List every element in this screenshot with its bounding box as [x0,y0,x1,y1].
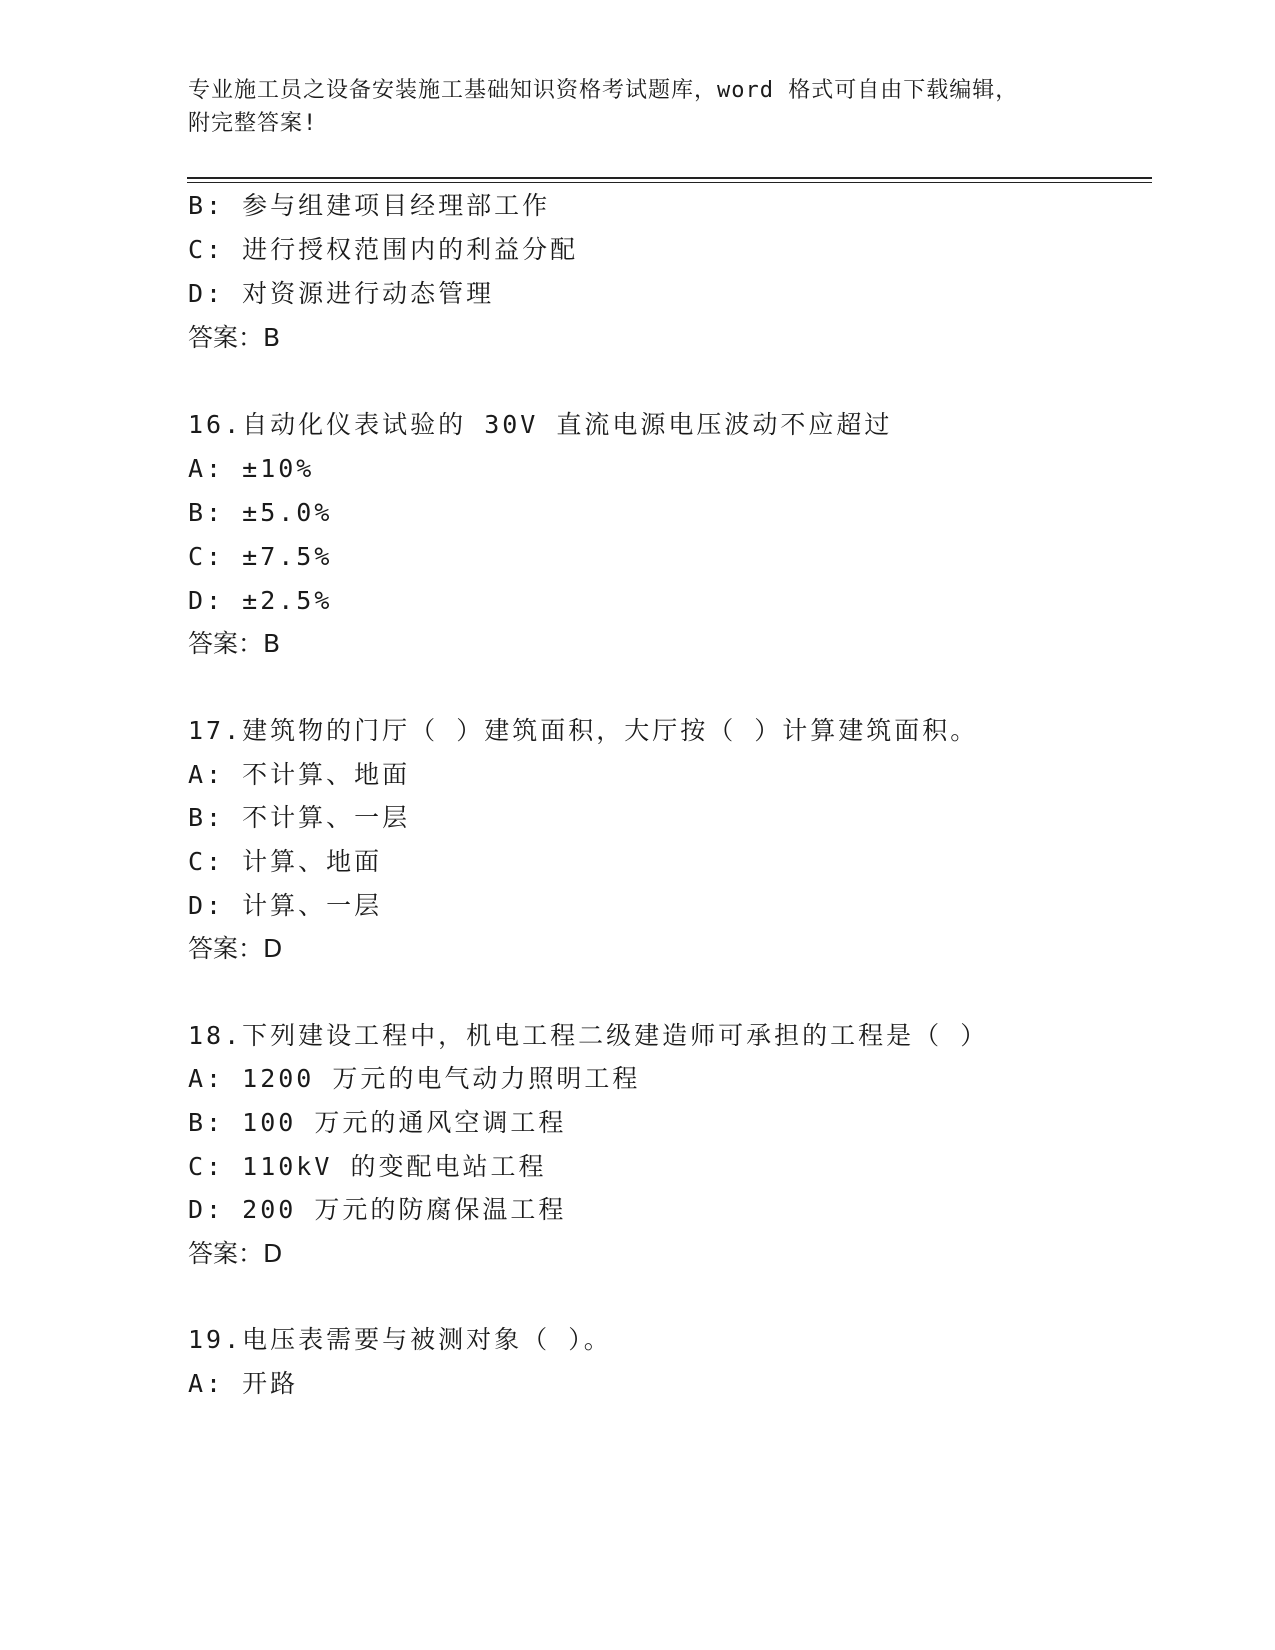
q18-option-a: A: 1200 万元的电气动力照明工程 [188,1064,641,1093]
document-header [188,74,1068,140]
header-divider-thin [187,182,1152,183]
q18-option-b: B: 100 万元的通风空调工程 [188,1108,567,1137]
q17-answer: 答案：D [188,934,283,963]
q16-option-d: D: ±2.5% [188,586,333,615]
q15-answer: 答案：B [188,323,281,352]
q18-question: 18.下列建设工程中，机电工程二级建造师可承担的工程是（ ） [188,1021,989,1050]
q16-question: 16.自动化仪表试验的 30V 直流电源电压波动不应超过 [188,410,893,439]
header-line-2: 附完整答案! [188,111,318,136]
q18-option-c: C: 110kV 的变配电站工程 [188,1152,547,1181]
q17-option-d: D: 计算、一层 [188,891,383,920]
q19-question: 19.电压表需要与被测对象（ ）。 [188,1325,612,1354]
q18-answer: 答案：D [188,1239,283,1268]
header-line-1: 专业施工员之设备安装施工基础知识资格考试题库，word 格式可自由下载编辑， [188,78,1019,103]
q17-question: 17.建筑物的门厅（ ）建筑面积，大厅按（ ）计算建筑面积。 [188,716,979,745]
q17-option-c: C: 计算、地面 [188,847,383,876]
q18-option-d: D: 200 万元的防腐保温工程 [188,1195,567,1224]
header-divider-thick [187,177,1152,179]
q17-option-b: B: 不计算、一层 [188,803,411,832]
q15-option-c: C: 进行授权范围内的利益分配 [188,235,579,264]
q15-option-b: B: 参与组建项目经理部工作 [188,191,551,220]
q17-option-a: A: 不计算、地面 [188,760,411,789]
q16-answer: 答案：B [188,629,281,658]
q19-option-a: A: 开路 [188,1369,299,1398]
q16-option-a: A: ±10% [188,454,315,483]
q16-option-b: B: ±5.0% [188,498,333,527]
q15-option-d: D: 对资源进行动态管理 [188,279,495,308]
q16-option-c: C: ±7.5% [188,542,333,571]
